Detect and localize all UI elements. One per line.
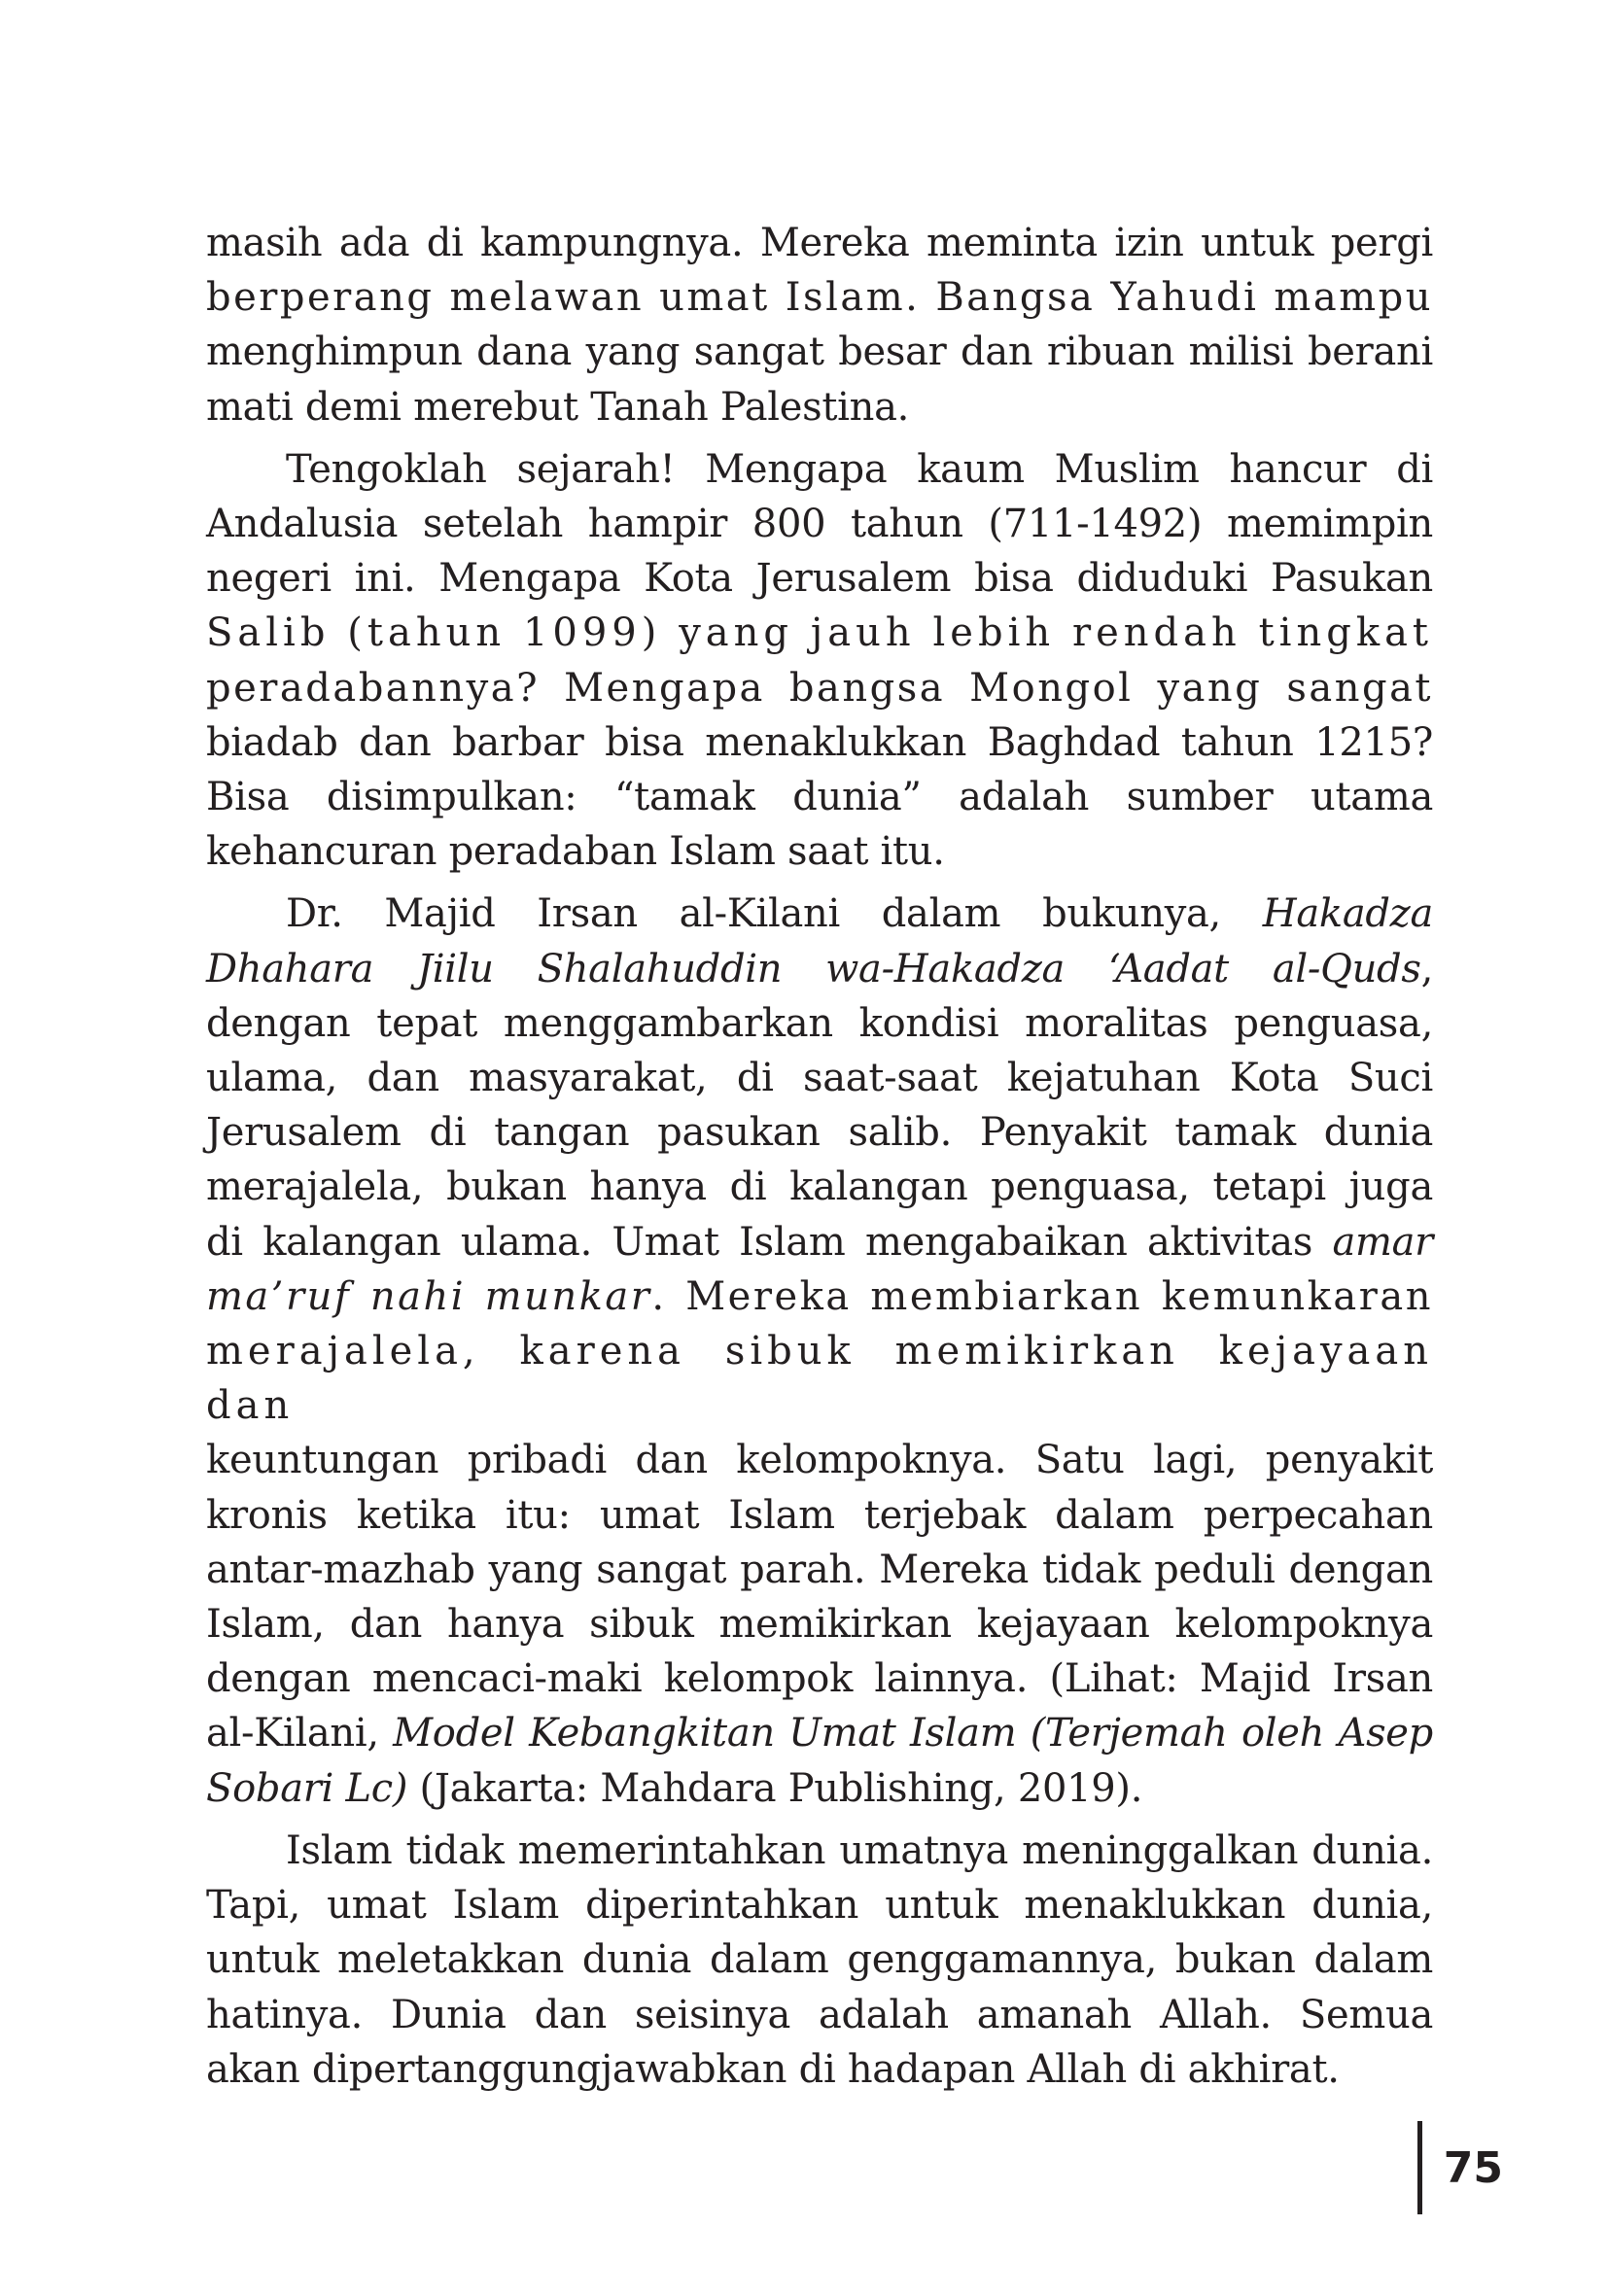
citation-italic: Model Kebangkitan Umat Islam (Terjemah oleh Asep (393, 1711, 1433, 1757)
text-line: Tengoklah sejarah! Mengapa kaum Muslim hancur di (286, 446, 1433, 492)
text-line: biadab dan barbar bisa menaklukkan Baghdad tahun 1215? (206, 719, 1433, 765)
text-run: , (1420, 946, 1433, 991)
page-number: 75 (1443, 2142, 1503, 2193)
text-line (206, 1761, 1433, 1816)
text-run: (Jakarta: Mahdara Publishing, 2019). (407, 1765, 1143, 1811)
text-line: kronis ketika itu: umat Islam terjebak dalam perpecahan (206, 1492, 1433, 1538)
text-line: berperang melawan umat Islam. Bangsa Yahudi mampu (206, 275, 1433, 321)
term-italic: ma’ruf nahi munkar (206, 1273, 652, 1319)
text-run: al-Kilani, (206, 1711, 394, 1757)
citation-italic: Sobari Lc) (206, 1765, 408, 1811)
text-line: negeri ini. Mengapa Kota Jerusalem bisa diduduki Pasukan (206, 556, 1433, 602)
text-run: Dr. Majid Irsan al-Kilani dalam bukunya, (286, 891, 1263, 937)
body-text (206, 216, 1433, 2097)
text-line: dengan mencaci-maki kelompok lainnya. (Lihat: Majid Irsan (206, 1656, 1433, 1702)
text-line: peradabannya? Mengapa bangsa Mongol yang sangat (206, 665, 1433, 711)
text-line (206, 887, 1433, 941)
text-line: antar-mazhab yang sangat parah. Mereka tidak peduli dengan (206, 1547, 1433, 1592)
text-line: menghimpun dana yang sangat besar dan ribuan milisi berani (206, 330, 1433, 375)
text-line: Salib (tahun 1099) yang jauh lebih rendah tingkat (206, 610, 1433, 656)
text-line: Islam, dan hanya sibuk memikirkan kejayaan kelompoknya (206, 1602, 1433, 1648)
text-line: merajalela, karena sibuk memikirkan kejayaan dan (206, 1329, 1433, 1429)
text-line: Jerusalem di tangan pasukan salib. Penyakit tamak dunia (206, 1110, 1433, 1156)
text-line: Andalusia setelah hampir 800 tahun (711-1492) memimpin (206, 502, 1433, 547)
page-number-divider (1417, 2121, 1422, 2214)
text-line: Tapi, umat Islam diperintahkan untuk menaklukkan dunia, (206, 1883, 1433, 1929)
book-title-italic: Dhahara Jiilu Shalahuddin wa-Hakadza ‘Aadat al-Quds (206, 946, 1421, 991)
text-line: ulama, dan masyarakat, di saat-saat kejatuhan Kota Suci (206, 1056, 1433, 1101)
text-line: dengan tepat menggambarkan kondisi moralitas penguasa, (206, 1000, 1433, 1046)
text-line (206, 1270, 1433, 1324)
text-run: . Mereka membiarkan kemunkaran (651, 1273, 1433, 1319)
text-run: di kalangan ulama. Umat Islam mengabaikan aktivitas (206, 1219, 1333, 1265)
text-line: kehancuran peradaban Islam saat itu. (206, 829, 945, 875)
paragraph-1 (206, 216, 1433, 435)
text-line: untuk meletakkan dunia dalam genggamannya, bukan dalam (206, 1937, 1433, 1983)
text-line: Bisa disimpulkan: “tamak dunia” adalah sumber utama (206, 775, 1433, 820)
term-italic: amar (1332, 1219, 1433, 1265)
text-line: hatinya. Dunia dan seisinya adalah amanah Allah. Semua (206, 1992, 1433, 2037)
text-line (206, 1215, 1433, 1270)
page-footer (1417, 2119, 1503, 2216)
book-title-italic: Hakadza (1262, 891, 1433, 937)
paragraph-4 (206, 1824, 1433, 2097)
text-line (206, 942, 1433, 996)
text-line: merajalela, bukan hanya di kalangan penguasa, tetapi juga (206, 1165, 1433, 1210)
paragraph-2 (206, 442, 1433, 880)
text-line: Islam tidak memerintahkan umatnya meninggalkan dunia. (286, 1827, 1433, 1873)
text-line (206, 1706, 1433, 1760)
text-line: keuntungan pribadi dan kelompoknya. Satu lagi, penyakit (206, 1438, 1433, 1483)
paragraph-3 (206, 887, 1433, 1815)
text-line: akan dipertanggungjawabkan di hadapan Allah di akhirat. (206, 2046, 1340, 2092)
text-line: mati demi merebut Tanah Palestina. (206, 384, 910, 430)
text-line: masih ada di kampungnya. Mereka meminta izin untuk pergi (206, 221, 1433, 265)
